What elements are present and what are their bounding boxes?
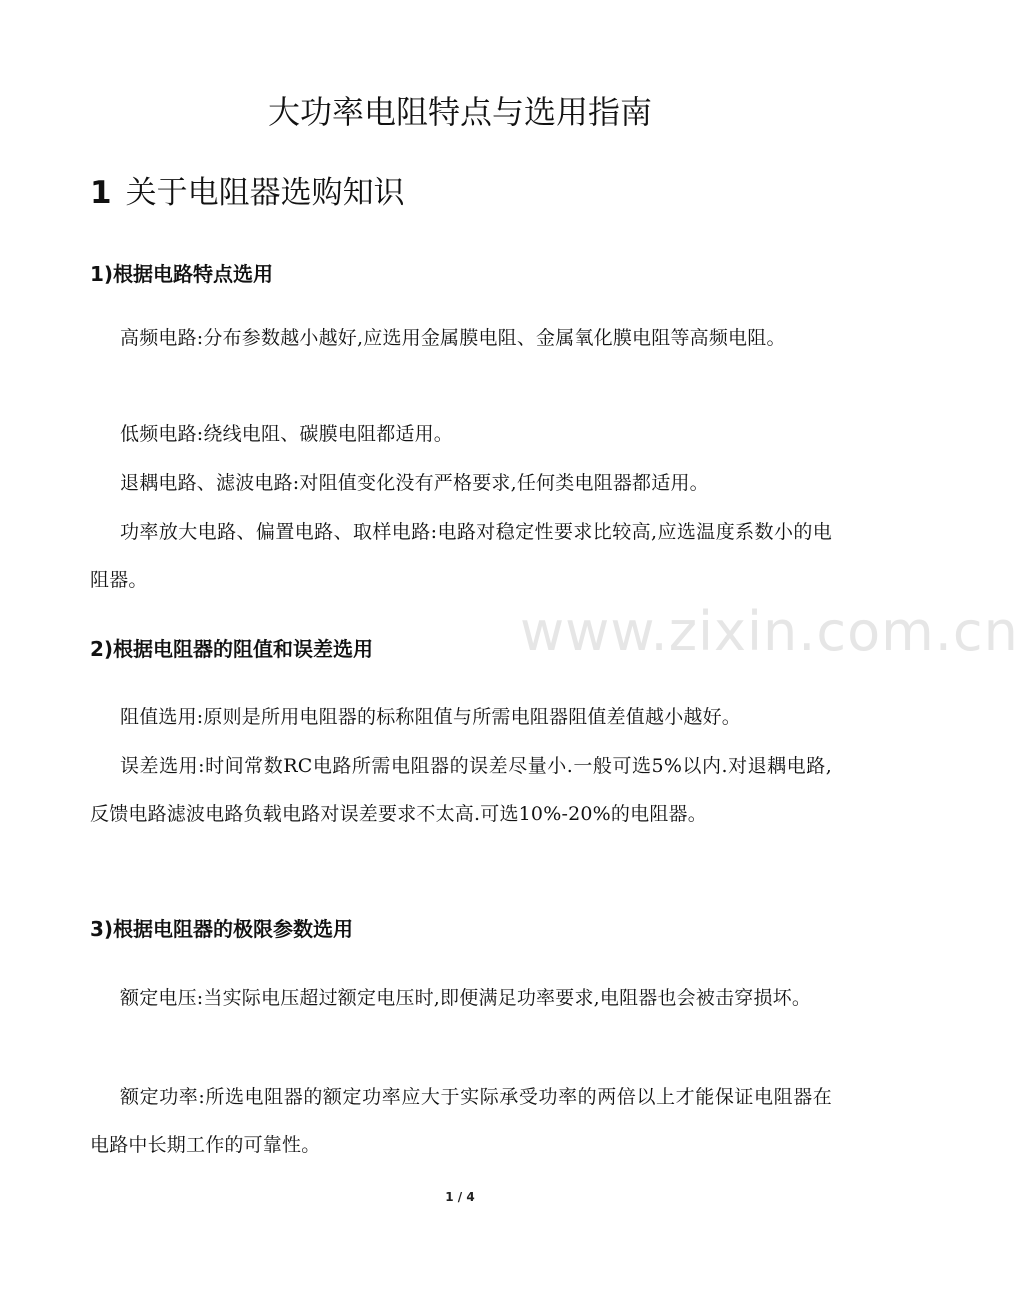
subsection-heading: 3)根据电阻器的极限参数选用 bbox=[90, 917, 354, 941]
paragraph: 退耦电路、滤波电路:对阻值变化没有严格要求,任何类电阻器都适用。 bbox=[120, 472, 709, 494]
paragraph: 阻值选用:原则是所用电阻器的标称阻值与所需电阻器阻值差值越小越好。 bbox=[120, 706, 742, 728]
paragraph: 功率放大电路、偏置电路、取样电路:电路对稳定性要求比较高,应选温度系数小的电阻器。 bbox=[90, 521, 832, 591]
page-number: 1 / 4 bbox=[445, 1190, 475, 1204]
watermark: www.zixin.com.cn bbox=[520, 600, 1019, 663]
paragraph: 额定电压:当实际电压超过额定电压时,即便满足功率要求,电阻器也会被击穿损坏。 bbox=[120, 987, 812, 1009]
section-number: 1 bbox=[90, 175, 112, 211]
paragraph: 误差选用:时间常数RC电路所需电阻器的误差尽量小.一般可选5%以内.对退耦电路,反馈电路滤波电路负载电路对误差要求不太高.可选10%-20%的电阻器。 bbox=[90, 755, 832, 825]
subsection-heading: 1)根据电路特点选用 bbox=[90, 262, 274, 286]
subsection-heading: 2)根据电阻器的阻值和误差选用 bbox=[90, 637, 374, 661]
section-1-heading bbox=[90, 168, 405, 218]
paragraph: 高频电路:分布参数越小越好,应选用金属膜电阻、金属氧化膜电阻等高频电阻。 bbox=[120, 327, 786, 349]
document-title: 大功率电阻特点与选用指南 bbox=[267, 93, 652, 131]
paragraph: 低频电路:绕线电阻、碳膜电阻都适用。 bbox=[120, 423, 454, 445]
section-title: 关于电阻器选购知识 bbox=[125, 175, 405, 211]
paragraph: 额定功率:所选电阻器的额定功率应大于实际承受功率的两倍以上才能保证电阻器在电路中长期工作的可靠性。 bbox=[90, 1086, 832, 1156]
